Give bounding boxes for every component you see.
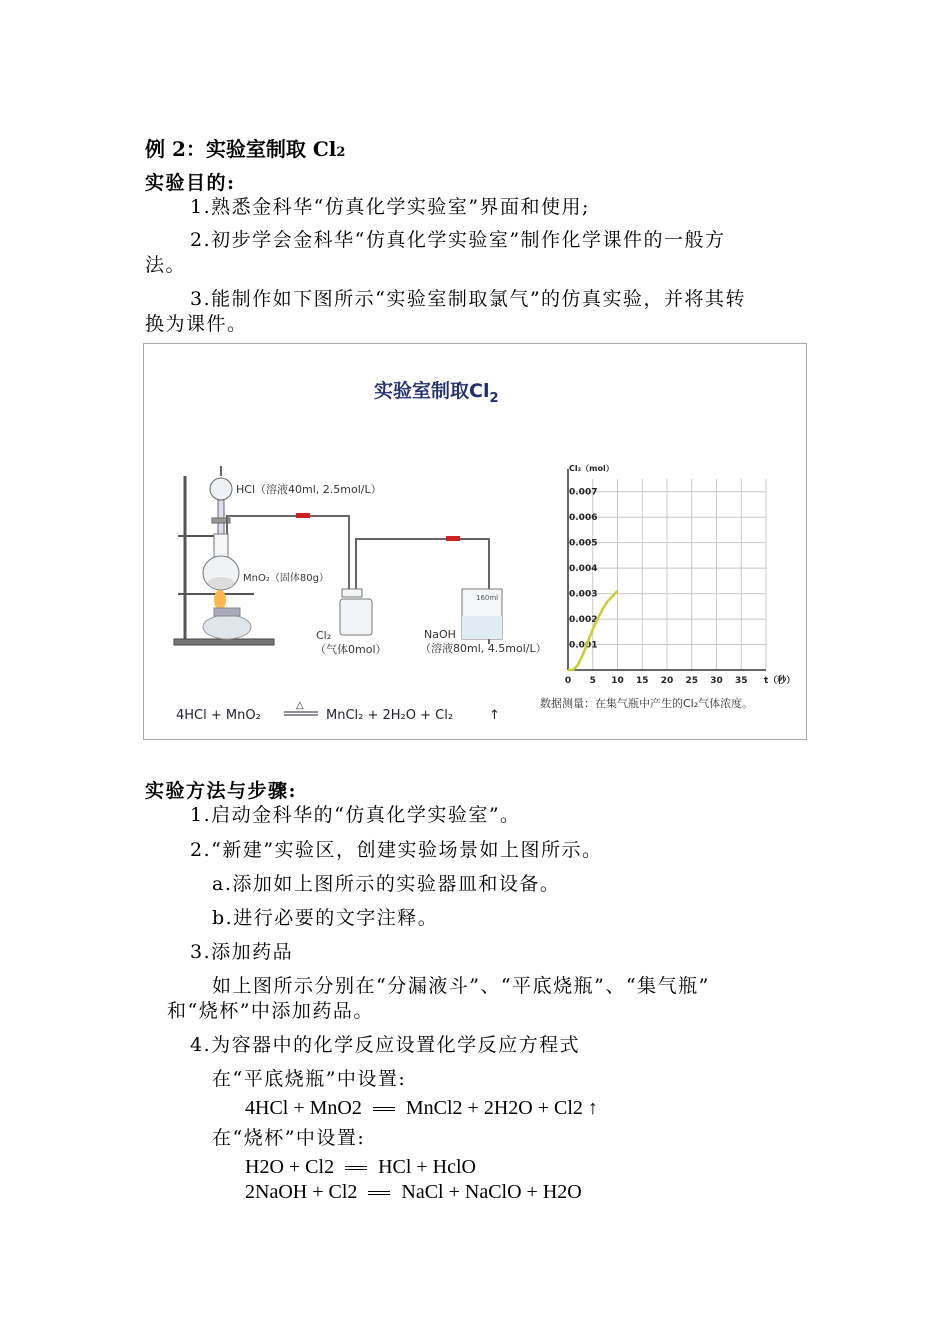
y-axis-label: Cl₂（mol）: [569, 464, 614, 473]
y-tick-label: 0.006: [569, 513, 598, 524]
figure-eq-cond: △: [296, 700, 304, 711]
flask-equation: [245, 1097, 598, 1120]
heading-prefix: 例 2：实验室制取: [145, 137, 313, 161]
y-tick-label: 0.001: [569, 640, 598, 651]
purpose-item-3-cont: 换为课件。: [145, 313, 248, 335]
x-tick-label: 30: [710, 676, 723, 686]
step-4: 4.为容器中的化学反应设置化学反应方程式: [190, 1034, 581, 1056]
flask-eq-right: MnCl2 + 2H2O + Cl2: [405, 1097, 583, 1119]
heading-chem: Cl: [312, 137, 337, 161]
purpose-title: 实验目的:: [145, 172, 236, 194]
y-tick-label: 0.003: [569, 589, 598, 600]
beaker-eq2-left: 2NaOH + Cl2: [245, 1181, 358, 1203]
figure-title: 实验室制取$Cl_2$: [374, 380, 499, 406]
cl2-state: （气体0mol）: [315, 643, 387, 656]
beaker-eq1-right: HCl + HclO: [378, 1156, 477, 1178]
equals-sign: [373, 1107, 395, 1111]
gas-collecting-jar: [340, 589, 372, 635]
step-3-body-2: 和“烧杯”中添加药品。: [167, 1000, 374, 1022]
purpose-item-2: 2.初步学会金科华“仿真化学实验室”制作化学课件的一般方: [190, 229, 726, 251]
purpose-item-2-cont: 法。: [145, 254, 187, 276]
step-2a: a.添加如上图所示的实验器皿和设备。: [212, 873, 561, 895]
gas-arrow-icon: ↑: [582, 1097, 598, 1119]
naoh-state: （溶液80ml, 4.5mol/L）: [420, 642, 547, 655]
flask-eq-left: 4HCl + MnO2: [245, 1097, 362, 1119]
tube-connector-2: [446, 536, 460, 541]
beaker-equation-1: [245, 1156, 476, 1179]
figure-eq-left: 4HCl + MnO₂: [176, 708, 261, 723]
beaker-equation-2: [245, 1181, 582, 1204]
alcohol-lamp: [203, 590, 251, 639]
step-1: 1.启动金科华的“仿真化学实验室”。: [190, 804, 521, 826]
figure-caption: 数据测量：在集气瓶中产生的Cl₂气体浓度。: [540, 697, 754, 710]
naoh-label: NaOH: [424, 628, 456, 641]
x-tick-label: 20: [660, 676, 674, 686]
equals-sign: [345, 1166, 367, 1170]
gas-arrow-icon: ↑: [489, 708, 500, 723]
y-tick-label: 0.004: [569, 564, 598, 575]
beaker-eq1-left: H2O + Cl2: [245, 1156, 335, 1178]
step-2: 2.“新建”实验区，创建实验场景如上图所示。: [190, 839, 603, 861]
y-tick-label: 0.002: [569, 615, 598, 626]
figure-eq-right: MnCl₂ + 2H₂O + Cl₂: [326, 708, 454, 723]
y-tick-label: 0.007: [569, 487, 598, 498]
heading-sub: 2: [336, 145, 346, 160]
x-tick-label: 15: [635, 676, 649, 686]
y-tick-label: 0.005: [569, 538, 598, 549]
x-tick-label: 5: [589, 676, 596, 686]
step-3-body-1: 如上图所示分别在“分漏液斗”、“平底烧瓶”、“集气瓶”: [212, 975, 710, 997]
purpose-item-3: 3.能制作如下图所示“实验室制取氯气”的仿真实验，并将其转: [190, 288, 747, 310]
x-tick-label: 25: [685, 676, 699, 686]
cl2-label: Cl₂: [316, 629, 332, 642]
x-tick-label: 0: [564, 676, 572, 686]
separatory-funnel: [210, 466, 232, 540]
tube-connector-1: [296, 513, 310, 518]
x-tick-label: 10: [611, 676, 624, 686]
flask-setting: 在“平底烧瓶”中设置:: [212, 1068, 407, 1090]
concentration-chart: [565, 463, 795, 686]
beaker-scale: 160ml: [476, 594, 499, 602]
equals-sign: [368, 1191, 390, 1195]
hcl-label: HCl（溶液40ml, 2.5mol/L）: [236, 483, 382, 496]
beaker-eq2-right: NaCl + NaClO + H2O: [401, 1181, 582, 1203]
experiment-figure: [143, 343, 807, 740]
purpose-item-1: 1.熟悉金科华“仿真化学实验室”界面和使用;: [190, 196, 590, 218]
example-heading: [145, 133, 345, 162]
x-tick-label: 35: [734, 676, 748, 686]
methods-title: 实验方法与步骤:: [145, 780, 298, 802]
round-flask: [203, 534, 239, 590]
experiment-illustration: [144, 344, 806, 739]
mno2-label: MnO₂（固体80g）: [243, 573, 329, 584]
beaker-setting: 在“烧杯”中设置:: [212, 1127, 366, 1149]
x-axis-label: t（秒）: [764, 676, 796, 686]
step-2b: b.进行必要的文字注释。: [212, 907, 439, 929]
step-3: 3.添加药品: [190, 941, 294, 963]
